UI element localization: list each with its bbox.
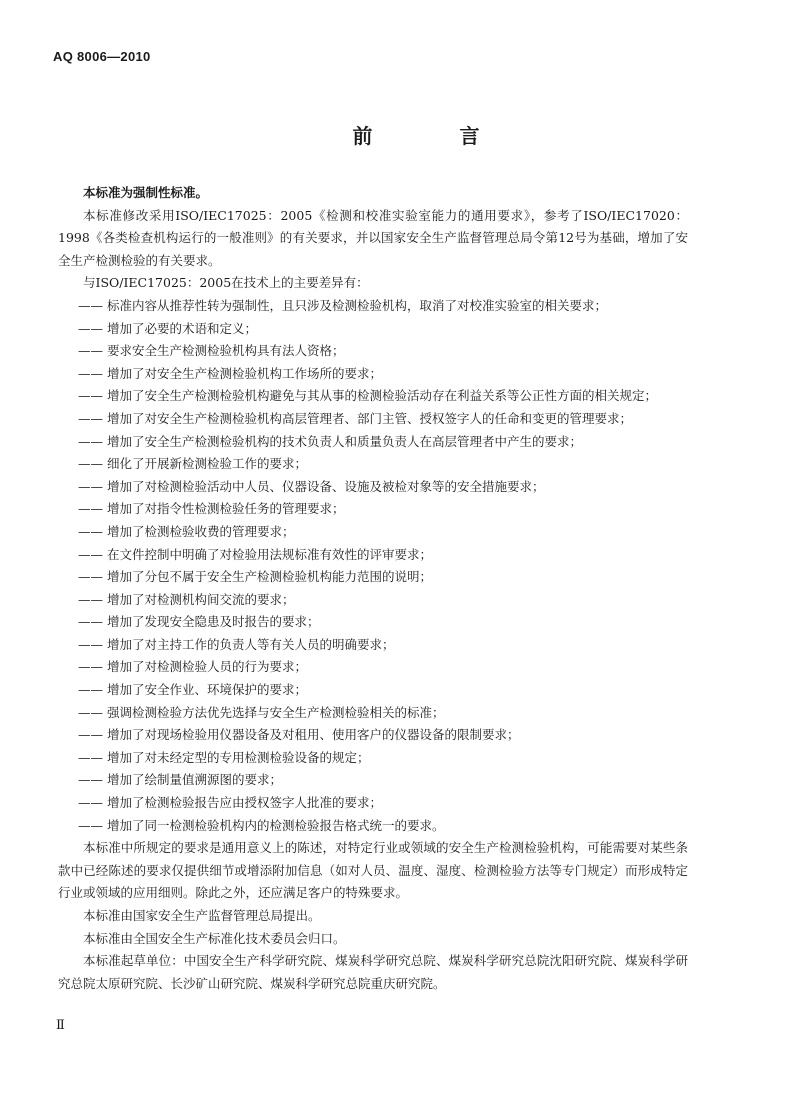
- difference-text: 增加了对指令性检测检验任务的管理要求；: [107, 501, 345, 517]
- difference-item: [58, 544, 688, 567]
- difference-text: 增加了发现安全隐患及时报告的要求；: [107, 614, 320, 630]
- difference-text: 增加了安全作业、环境保护的要求；: [107, 682, 308, 698]
- list-dash: ——: [78, 636, 103, 652]
- difference-item: [58, 702, 688, 725]
- difference-text: 细化了开展新检测检验工作的要求；: [107, 456, 308, 472]
- difference-item: [58, 724, 688, 747]
- difference-text: 在文件控制中明确了对检验用法规标准有效性的评审要求；: [107, 546, 433, 562]
- document-body: [58, 182, 688, 995]
- difference-text: 增加了对未经定型的专用检测检验设备的规定；: [107, 749, 370, 765]
- list-dash: ——: [78, 772, 103, 788]
- list-dash: ——: [78, 727, 103, 743]
- page-number: Ⅱ: [56, 1018, 65, 1033]
- difference-item: [58, 769, 688, 792]
- difference-item: [58, 589, 688, 612]
- list-dash: ——: [78, 569, 103, 585]
- list-dash: ——: [78, 320, 103, 336]
- list-dash: ——: [78, 433, 103, 449]
- difference-text: 增加了对安全生产检测检验机构高层管理者、部门主管、授权签字人的任命和变更的管理要求；: [107, 410, 633, 426]
- intro-section: [58, 182, 688, 295]
- difference-item: [58, 747, 688, 770]
- page-title: 前 言: [352, 124, 520, 148]
- differences-list: [58, 295, 688, 837]
- difference-item: [58, 318, 688, 341]
- difference-item: [58, 634, 688, 657]
- list-dash: ——: [78, 749, 103, 765]
- difference-text: 增加了分包不属于安全生产检测检验机构能力范围的说明；: [107, 569, 433, 585]
- difference-item: [58, 476, 688, 499]
- closing-paragraph: 本标准由全国安全生产标准化技术委员会归口。: [83, 930, 346, 946]
- difference-item: [58, 431, 688, 454]
- difference-item: [58, 295, 688, 318]
- list-dash: ——: [78, 343, 103, 359]
- difference-item: [58, 385, 688, 408]
- difference-item: [58, 340, 688, 363]
- difference-text: 增加了对检测检验人员的行为要求；: [107, 659, 308, 675]
- closing-paragraph: 本标准起草单位：中国安全生产科学研究院、煤炭科学研究总院、煤炭科学研究总院沈阳研究院、煤炭科学研究总院太原研究院、长沙矿山研究院、煤炭科学研究总院重庆研究院。: [58, 953, 688, 991]
- list-dash: ——: [78, 614, 103, 630]
- difference-item: [58, 498, 688, 521]
- list-dash: ——: [78, 523, 103, 539]
- list-dash: ——: [78, 795, 103, 811]
- difference-text: 增加了绘制量值溯源图的要求；: [107, 772, 283, 788]
- intro-paragraph: 与ISO/IEC17025：2005在技术上的主要差异有：: [83, 275, 369, 291]
- list-dash: ——: [78, 297, 103, 313]
- difference-text: 增加了对检测机构间交流的要求；: [107, 591, 295, 607]
- list-dash: ——: [78, 704, 103, 720]
- closing-section: [58, 837, 688, 995]
- difference-text: 强调检测检验方法优先选择与安全生产检测检验相关的标准；: [107, 704, 445, 720]
- list-dash: ——: [78, 546, 103, 562]
- difference-text: 要求安全生产检测检验机构具有法人资格；: [107, 343, 345, 359]
- difference-item: [58, 656, 688, 679]
- difference-text: 增加了检测检验收费的管理要求；: [107, 523, 295, 539]
- list-dash: ——: [78, 591, 103, 607]
- difference-item: [58, 566, 688, 589]
- intro-paragraph: 本标准为强制性标准。: [83, 185, 209, 200]
- difference-text: 增加了同一检测检验机构内的检测检验报告格式统一的要求。: [107, 817, 445, 833]
- standard-code: AQ 8006—2010: [53, 49, 151, 64]
- difference-item: [58, 363, 688, 386]
- list-dash: ——: [78, 456, 103, 472]
- difference-text: 增加了对检测检验活动中人员、仪器设备、设施及被检对象等的安全措施要求；: [107, 478, 545, 494]
- list-dash: ——: [78, 388, 103, 404]
- difference-text: 增加了对主持工作的负责人等有关人员的明确要求；: [107, 636, 395, 652]
- difference-item: [58, 611, 688, 634]
- difference-text: 增加了对现场检验用仪器设备及对租用、使用客户的仪器设备的限制要求；: [107, 727, 520, 743]
- intro-paragraph: 本标准修改采用ISO/IEC17025：2005《检测和校准实验室能力的通用要求》，参考了ISO/IEC17020：1998《各类检查机构运行的一般准则》的有关要求，并以国家安全生产监督管理总局令第12号为基础，增加了安全生产检测检验的有关要求。: [58, 207, 688, 268]
- difference-text: 增加了安全生产检测检验机构避免与其从事的检测检验活动存在利益关系等公正性方面的相关规定；: [107, 388, 658, 404]
- list-dash: ——: [78, 682, 103, 698]
- difference-text: 增加了对安全生产检测检验机构工作场所的要求；: [107, 365, 383, 381]
- difference-item: [58, 453, 688, 476]
- difference-item: [58, 815, 688, 838]
- list-dash: ——: [78, 659, 103, 675]
- closing-paragraph: 本标准由国家安全生产监督管理总局提出。: [83, 908, 321, 923]
- list-dash: ——: [78, 501, 103, 517]
- difference-item: [58, 792, 688, 815]
- difference-item: [58, 521, 688, 544]
- list-dash: ——: [78, 365, 103, 381]
- difference-text: 增加了安全生产检测检验机构的技术负责人和质量负责人在高层管理者中产生的要求；: [107, 433, 583, 449]
- list-dash: ——: [78, 478, 103, 494]
- closing-paragraph: 本标准中所规定的要求是通用意义上的陈述，对特定行业或领域的安全生产检测检验机构，可能需要对某些条款中已经陈述的要求仅提供细节或增添附加信息（如对人员、温度、湿度、检测检验方法等专门规定）而形成特定行业或领域的应用细则。除此之外，还应满足客户的特殊要求。: [58, 840, 688, 901]
- list-dash: ——: [78, 817, 103, 833]
- difference-text: 增加了检测检验报告应由授权签字人批准的要求；: [107, 795, 383, 811]
- list-dash: ——: [78, 410, 103, 426]
- difference-item: [58, 408, 688, 431]
- difference-item: [58, 679, 688, 702]
- difference-text: 增加了必要的术语和定义；: [107, 320, 258, 336]
- difference-text: 标准内容从推荐性转为强制性，且只涉及检测检验机构，取消了对校准实验室的相关要求；: [107, 297, 608, 313]
